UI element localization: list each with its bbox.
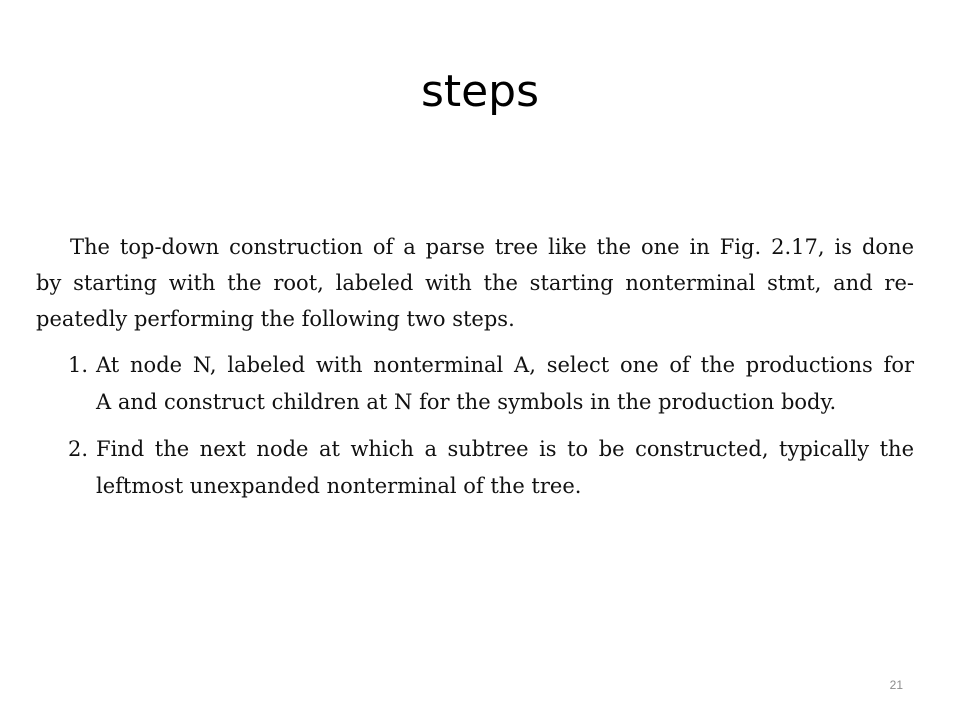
intro-line: by starting with the root, labeled with the starting nonterminal stmt, and re- — [36, 271, 914, 295]
steps-list — [36, 347, 914, 505]
intro-paragraph — [36, 229, 914, 337]
step-line: At node N, labeled with nonterminal A, select one of the productions for — [96, 353, 914, 377]
intro-line: peatedly performing the following two steps. — [36, 307, 515, 331]
slide-title: steps — [420, 66, 540, 117]
intro-line: The top-down construction of a parse tree like the one in Fig. 2.17, is done — [70, 235, 914, 259]
step-line: Find the next node at which a subtree is to be constructed, typically the — [96, 437, 914, 461]
list-item — [36, 347, 914, 421]
textbook-excerpt — [36, 229, 914, 515]
step-number: 2. — [68, 437, 89, 461]
step-line: A and construct children at N for the symbols in the production body. — [96, 390, 837, 414]
slide-number: 21 — [889, 678, 903, 692]
step-line: leftmost unexpanded nonterminal of the tree. — [96, 474, 582, 498]
list-item — [36, 431, 914, 505]
step-number: 1. — [68, 353, 89, 377]
